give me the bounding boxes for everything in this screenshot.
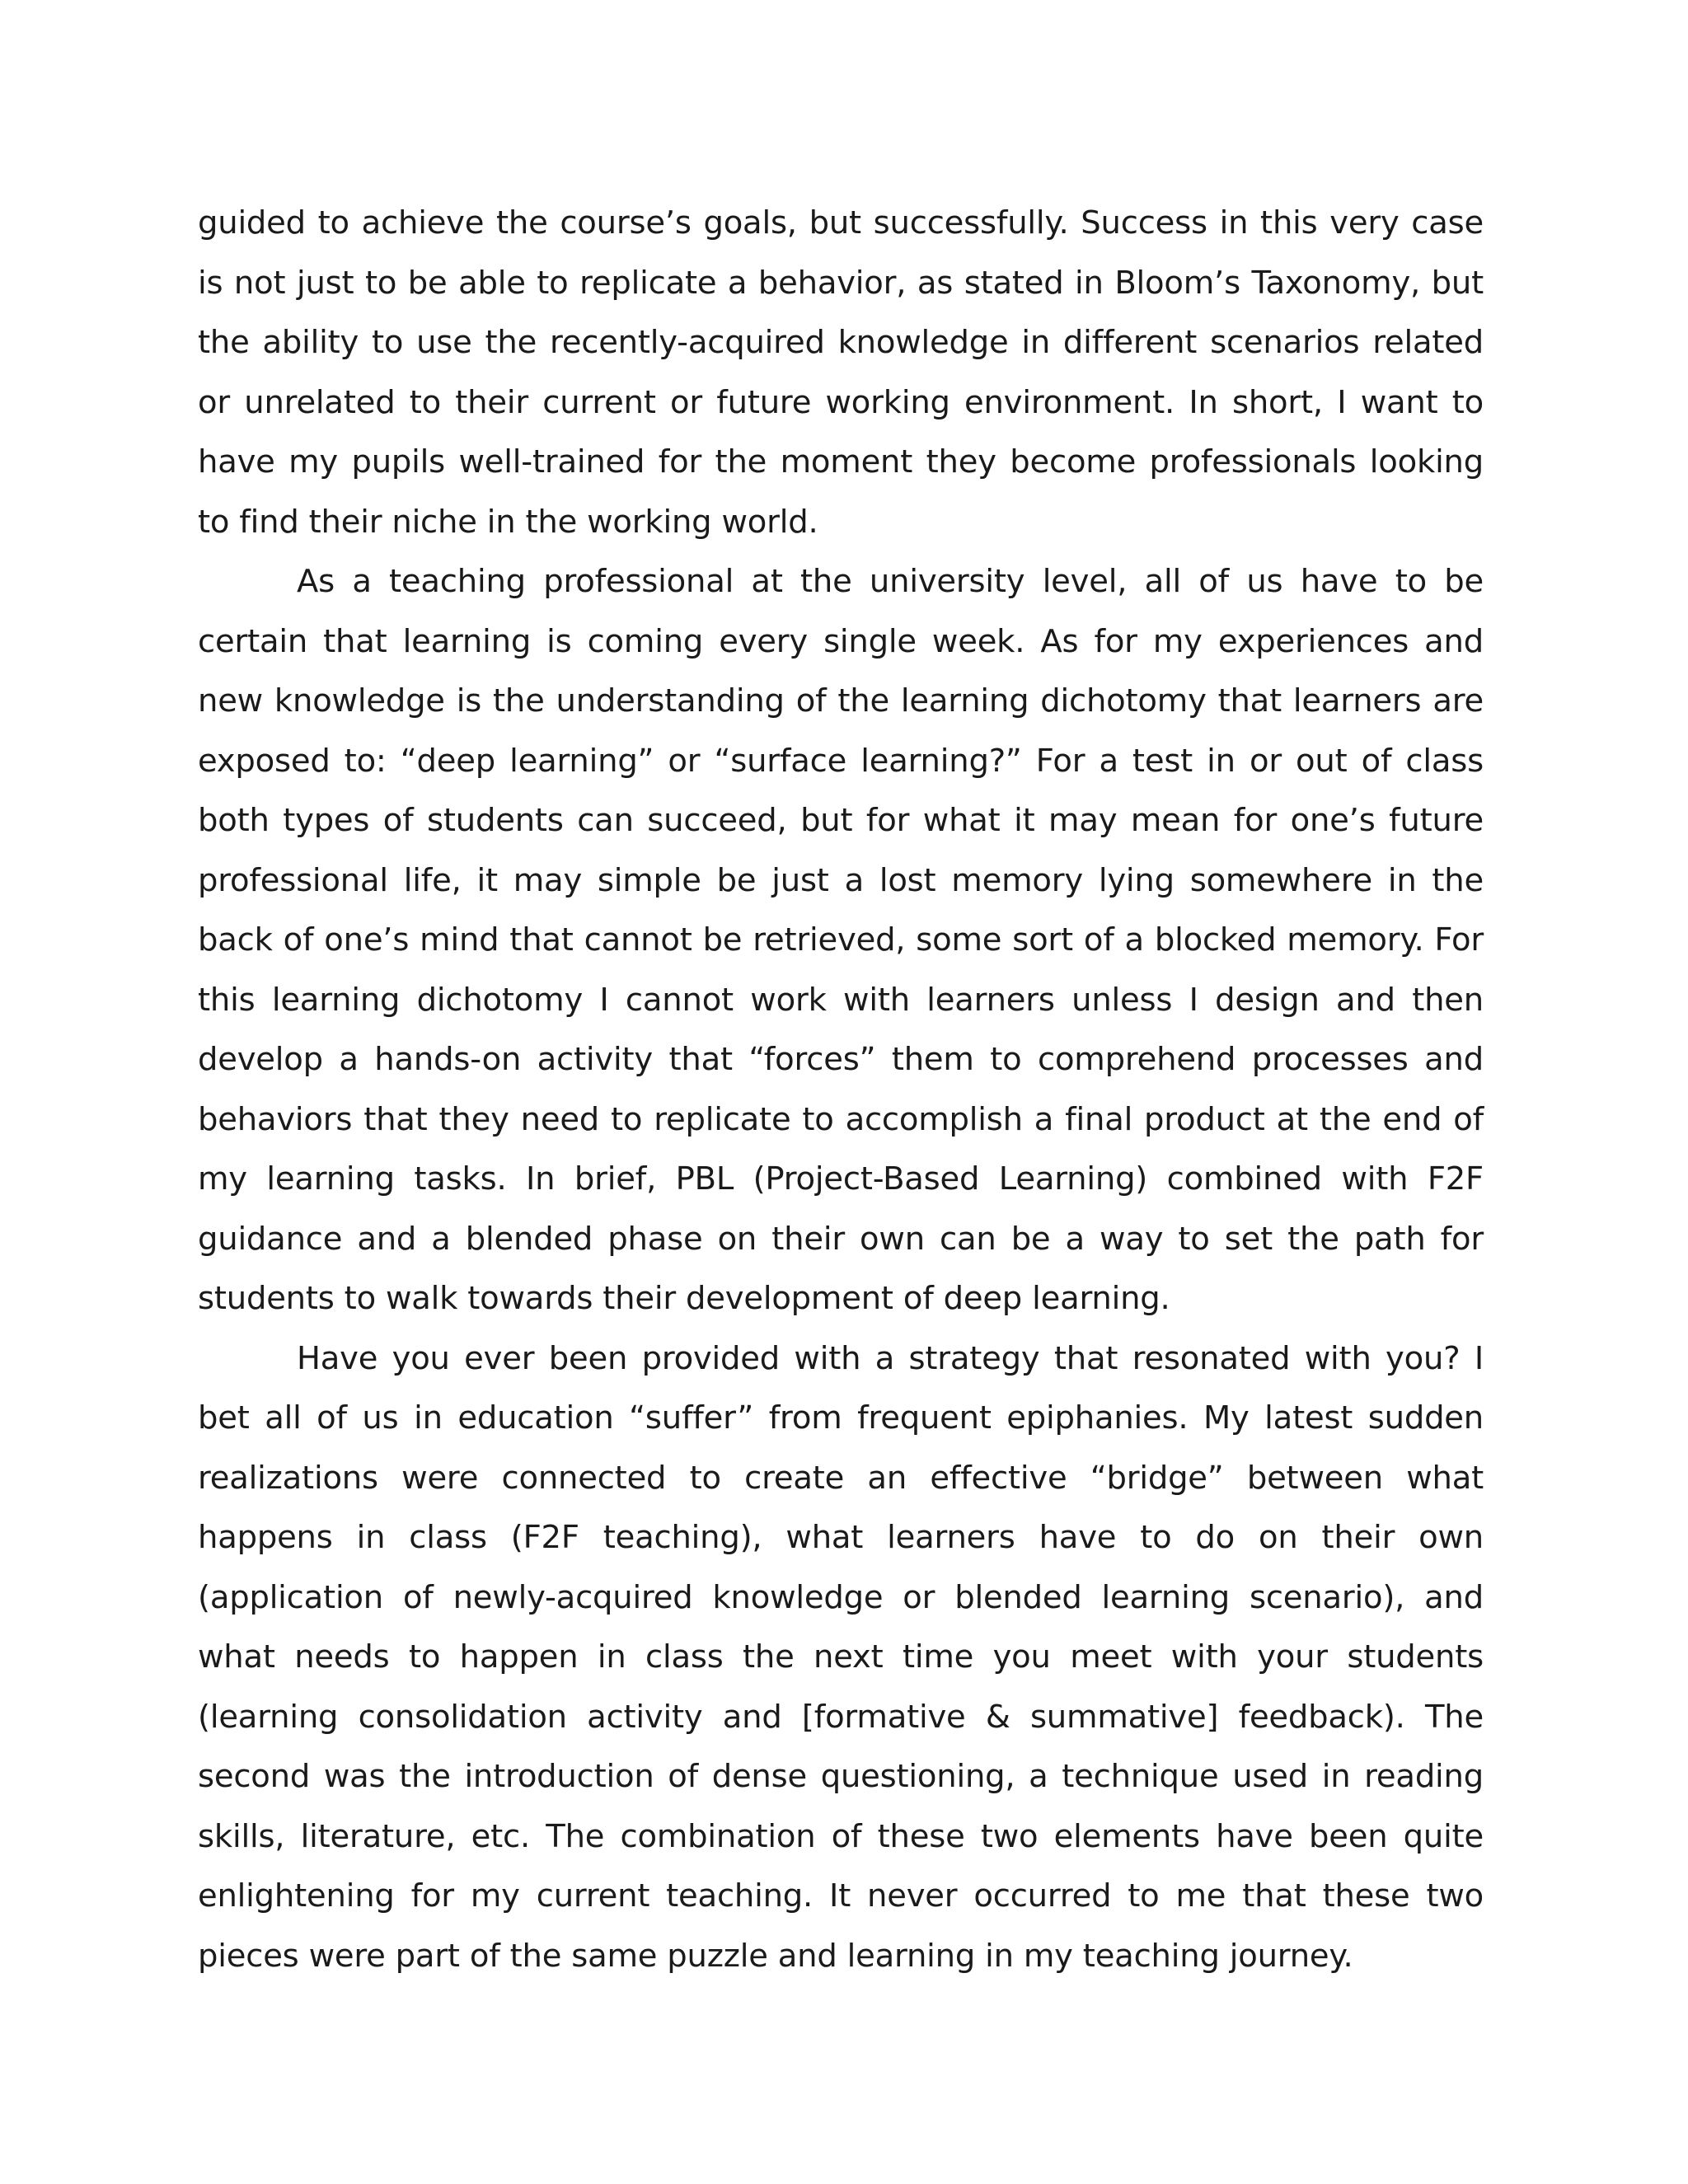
paragraph-1: guided to achieve the course’s goals, but successfully. Success in this very case is not just to be able to replicate a behavior, as stated in Bloom’s Taxonomy, but the ability to use the recently-acquired knowledge in different scenarios related or unrelated to their current or future working environment. In short, I want to have my pupils well-trained for the moment they become professionals looking to find their niche in the working world.	[198, 204, 1484, 541]
document-body	[198, 194, 1484, 1986]
paragraph-3: Have you ever been provided with a strategy that resonated with you? I bet all of us in education “suffer” from frequent epiphanies. My latest sudden realizations were connected to create an effective “bridge” between what happens in class (F2F teaching), what learners have to do on their own (application of newly-acquired knowledge or blended learning scenario), and what needs to happen in class the next time you meet with your students (learning consolidation activity and [formative & summative] feedback). The second was the introduction of dense questioning, a technique used in reading skills, literature, etc. The combination of these two elements have been quite enlightening for my current teaching. It never occurred to me that these two pieces were part of the same puzzle and learning in my teaching journey.	[198, 1339, 1484, 1975]
paragraph-2: As a teaching professional at the university level, all of us have to be certain that learning is coming every single week. As for my experiences and new knowledge is the understanding of the learning dichotomy that learners are exposed to: “deep learning” or “surface learning?” For a test in or out of class both types of students can succeed, but for what it may mean for one’s future professional life, it may simple be just a lost memory lying somewhere in the back of one’s mind that cannot be retrieved, some sort of a blocked memory. For this learning dichotomy I cannot work with learners unless I design and then develop a hands-on activity that “forces” them to comprehend processes and behaviors that they need to replicate to accomplish a final product at the end of my learning tasks. In brief, PBL (Project-Based Learning) combined with F2F guidance and a blended phase on their own can be a way to set the path for students to walk towards their development of deep learning.	[198, 563, 1484, 1317]
